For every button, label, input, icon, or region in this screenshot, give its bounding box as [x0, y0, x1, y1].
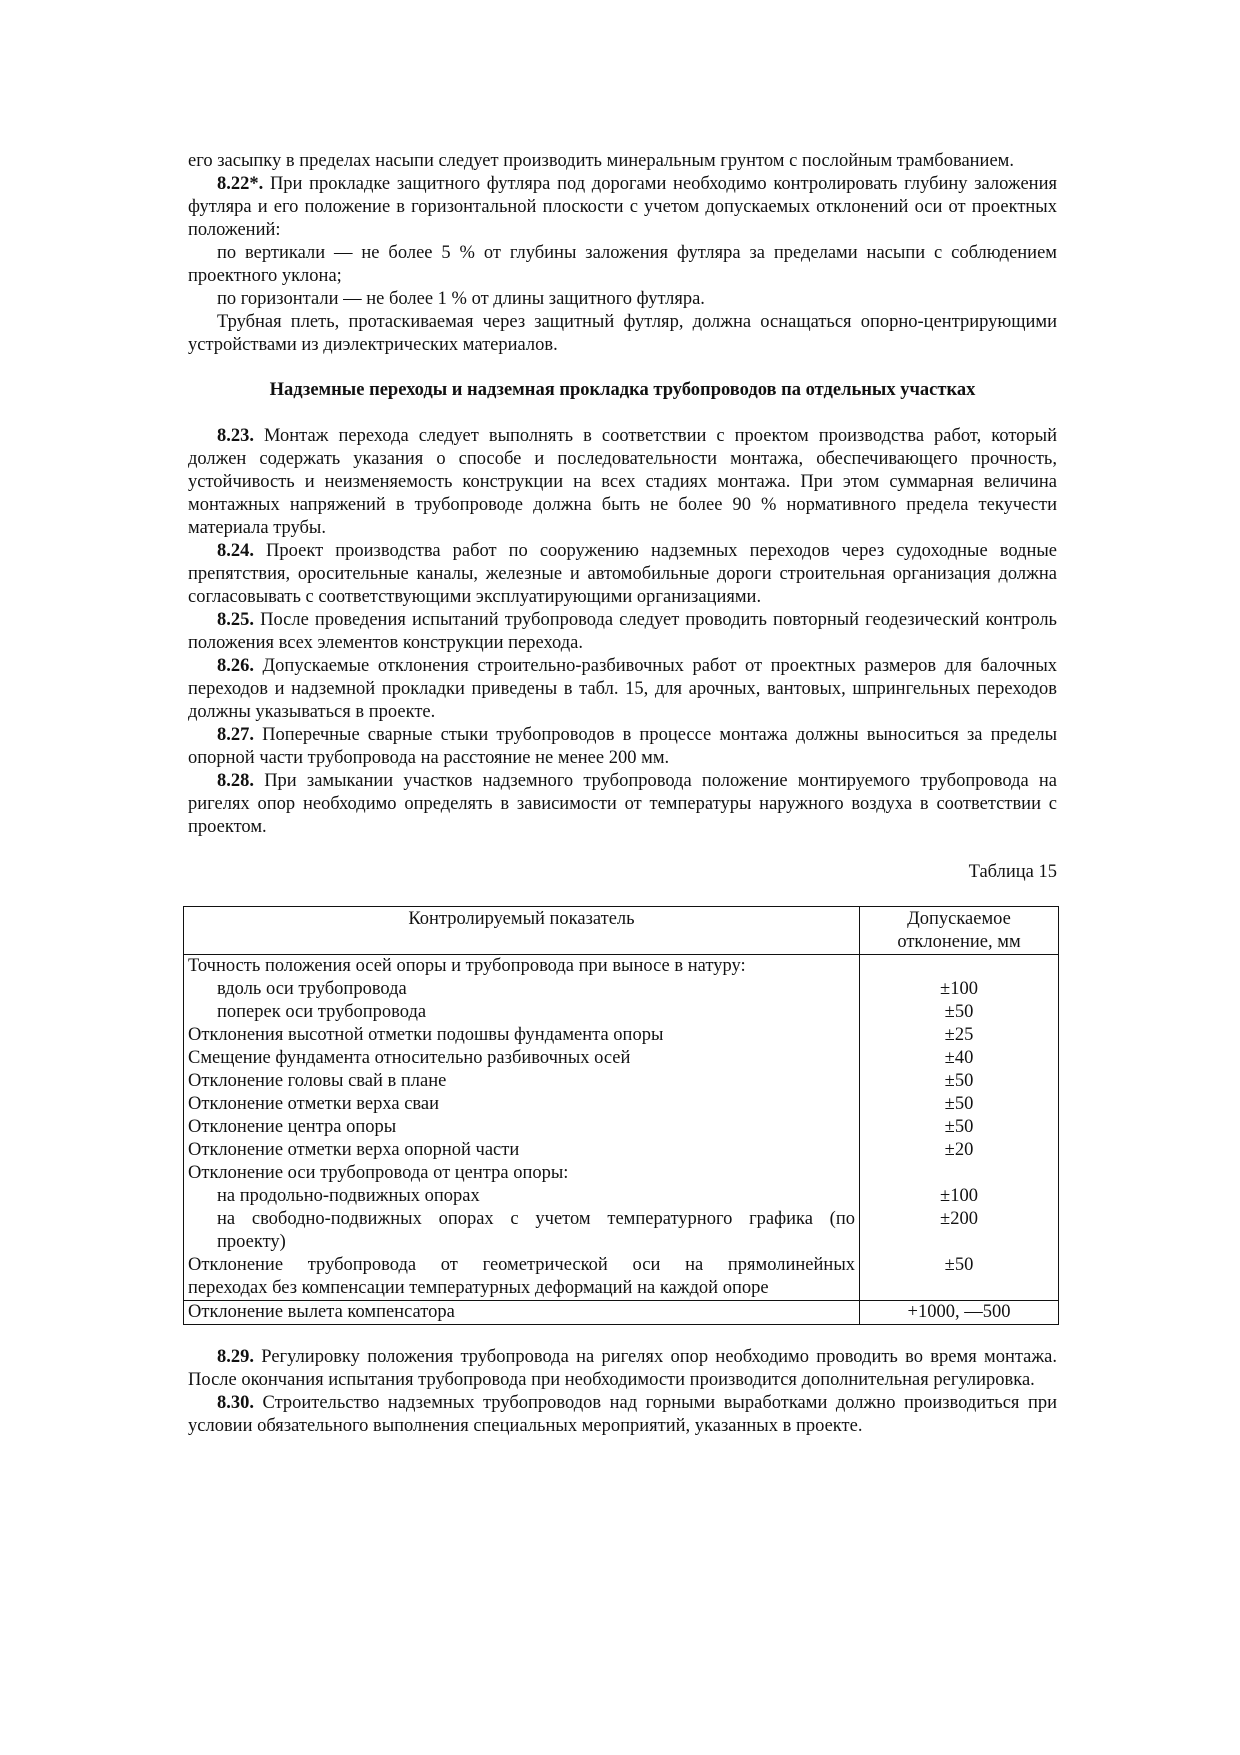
column-header-indicator: Контролируемый показатель [184, 907, 860, 955]
row-value: ±25 [944, 1025, 974, 1045]
clause-8-22 [188, 173, 1057, 242]
clause-number: 8.25. [217, 610, 254, 630]
row-label: на продольно-подвижных опорах [217, 1186, 480, 1206]
clause-8-29 [188, 1346, 1057, 1392]
clause-text: Монтаж перехода следует выполнять в соответствии с проектом производства работ, который должен содержать указания о способе и последовательности монтажа, обеспечивающего прочность, устойчивость и неизменяемость конструкции на всех стадиях монтажа. При этом суммарная величина монтажных напряжений в трубопроводе должна быть не более 90 % нормативного предела текучести материала трубы. [188, 426, 1057, 538]
row-label: Отклонения высотной отметки подошвы фундамента опоры [188, 1025, 664, 1045]
clause-8-24 [188, 540, 1057, 609]
table-row [184, 1301, 1059, 1325]
row-value: ±200 [940, 1209, 978, 1229]
clause-text: При прокладке защитного футляра под дорогами необходимо контролировать глубину заложения футляра и его положение в горизонтальной плоскости с учетом допускаемых отклонений оси от проектных положений: [188, 174, 1057, 240]
table-caption: Таблица 15 [968, 862, 1057, 882]
row-label: проекту) [217, 1232, 286, 1252]
clause-8-26 [188, 655, 1057, 724]
clause-number: 8.27. [217, 725, 254, 745]
document-page [188, 150, 1057, 1438]
clause-number: 8.29. [217, 1347, 254, 1367]
row-label: Отклонение отметки верха опорной части [188, 1140, 520, 1160]
paragraph-continuation: его засыпку в пределах насыпи следует производить минеральным грунтом с послойным трамбованием. [188, 151, 1014, 171]
row-label: Отклонение оси трубопровода от центра опоры: [188, 1163, 569, 1183]
row-value: ±50 [944, 1117, 974, 1137]
clause-8-28 [188, 770, 1057, 839]
clause-text: Поперечные сварные стыки трубопроводов в процессе монтажа должны выноситься за пределы опорной части трубопровода на расстояние не менее 200 мм. [188, 725, 1057, 768]
row-value: ±50 [944, 1002, 974, 1022]
row-label: вдоль оси трубопровода [217, 979, 407, 999]
table-header-row [184, 907, 1059, 955]
table-row [184, 955, 1059, 1301]
row-value: ±50 [944, 1255, 974, 1275]
column-header-tolerance [860, 907, 1059, 955]
paragraph-pipe-string: Трубная плеть, протаскиваемая через защитный футляр, должна оснащаться опорно-центрирующими устройствами из диэлектрических материалов. [188, 312, 1057, 355]
clause-text: Допускаемые отклонения строительно-разбивочных работ от проектных размеров для балочных переходов и надземной прокладки приведены в табл. 15, для арочных, вантовых, шпрингельных переходов должны указываться в проекте. [188, 656, 1057, 722]
clause-text: При замыкании участков надземного трубопровода положение монтируемого трубопровода на ригелях опор необходимо определять в зависимости от температуры наружного воздуха в соответствии с проектом. [188, 771, 1057, 837]
clause-text: После проведения испытаний трубопровода следует проводить повторный геодезический контроль положения всех элементов конструкции перехода. [188, 610, 1057, 653]
row-label: Отклонение трубопровода от геометрической оси на прямолинейных [188, 1255, 855, 1275]
row-label: на свободно-подвижных опорах с учетом температурного графика (по [217, 1209, 855, 1229]
paragraph-horizontal: по горизонтали — не более 1 % от длины защитного футляра. [217, 289, 705, 309]
tolerance-table [183, 906, 1059, 1325]
row-label: Отклонение центра опоры [188, 1117, 397, 1137]
row-value: ±100 [940, 1186, 978, 1206]
table-cell-tolerance: +1000, —500 [860, 1301, 1059, 1325]
row-value-blank [864, 1277, 1054, 1300]
table-cell-tolerance [860, 955, 1059, 1301]
clause-number: 8.28. [217, 771, 254, 791]
row-value: ±50 [944, 1094, 974, 1114]
clause-number: 8.24. [217, 541, 254, 561]
row-value: ±40 [944, 1048, 974, 1068]
clause-8-27 [188, 724, 1057, 770]
row-value-blank [864, 1231, 1054, 1254]
clause-number: 8.26. [217, 656, 254, 676]
clause-8-23 [188, 425, 1057, 540]
header-line: Допускаемое [907, 909, 1011, 929]
row-value-blank [864, 1162, 1054, 1185]
row-label: переходах без компенсации температурных деформаций на каждой опоре [188, 1278, 769, 1298]
clause-text: Проект производства работ по сооружению надземных переходов через судоходные водные препятствия, оросительные каналы, железные и автомобильные дороги строительная организация должна согласовывать с соответствующими эксплуатирующими организациями. [188, 541, 1057, 607]
clause-text: Строительство надземных трубопроводов над горными выработками должно производиться при условии обязательного выполнения специальных мероприятий, указанных в проекте. [188, 1393, 1057, 1436]
row-value: ±50 [944, 1071, 974, 1091]
clause-8-30 [188, 1392, 1057, 1438]
table-cell-indicator: Отклонение вылета компенсатора [184, 1301, 860, 1325]
row-value-blank [864, 955, 1054, 978]
paragraph-vertical: по вертикали — не более 5 % от глубины заложения футляра за пределами насыпи с соблюдением проектного уклона; [188, 243, 1057, 286]
clause-number: 8.23. [217, 426, 254, 446]
table-cell-indicator [184, 955, 860, 1301]
clause-number: 8.30. [217, 1393, 254, 1413]
row-label: Смещение фундамента относительно разбивочных осей [188, 1048, 631, 1068]
section-heading: Надземные переходы и надземная прокладка трубопроводов па отдельных участках [269, 380, 976, 400]
row-label: Отклонение отметки верха сваи [188, 1094, 440, 1114]
clause-number: 8.22*. [217, 174, 264, 194]
row-value: ±20 [944, 1140, 974, 1160]
row-label: поперек оси трубопровода [217, 1002, 427, 1022]
row-label: Точность положения осей опоры и трубопровода при выносе в натуру: [188, 956, 746, 976]
header-line: отклонение, мм [897, 932, 1021, 952]
clause-text: Регулировку положения трубопровода на ригелях опор необходимо проводить во время монтажа. После окончания испытания трубопровода при необходимости производится дополнительная регулировка. [188, 1347, 1057, 1390]
clause-8-25 [188, 609, 1057, 655]
row-value: ±100 [940, 979, 978, 999]
row-label: Отклонение головы свай в плане [188, 1071, 447, 1091]
